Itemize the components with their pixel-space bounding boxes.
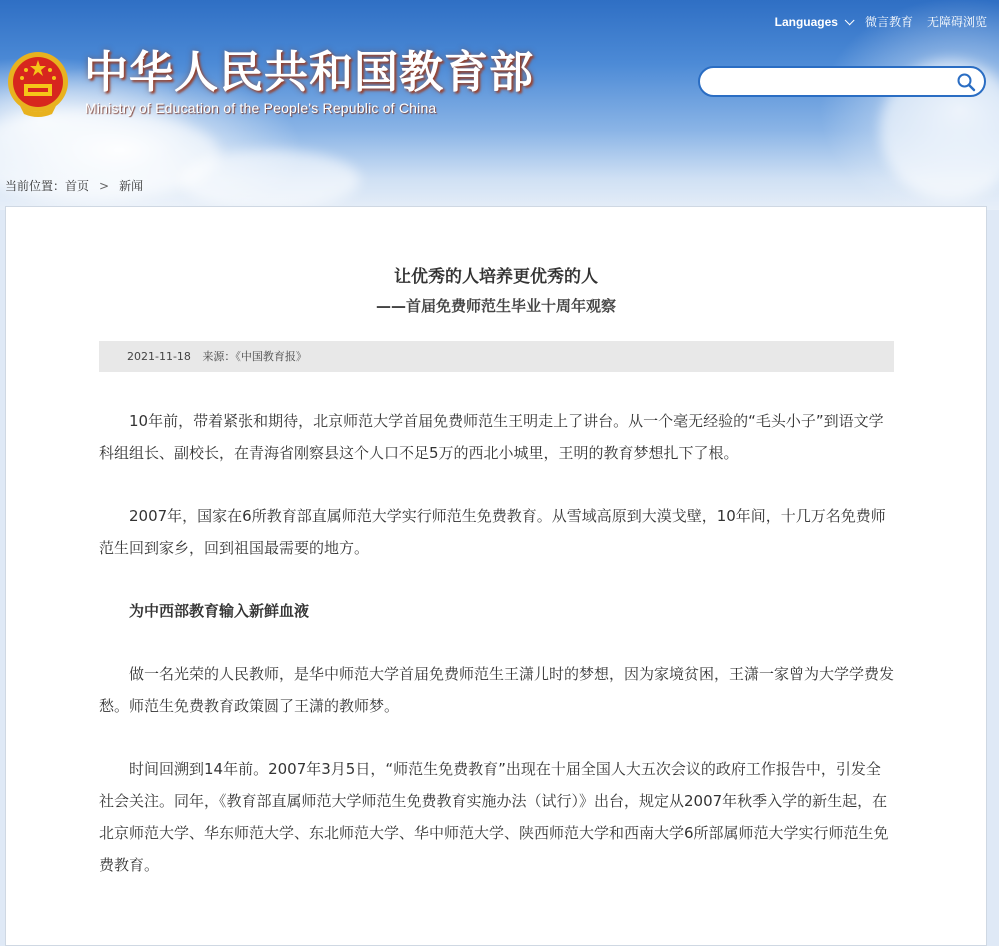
languages-label: Languages: [774, 14, 838, 29]
section-heading: 为中西部教育输入新鲜血液: [129, 602, 310, 620]
site-title[interactable]: 中华人民共和国教育部: [84, 47, 534, 98]
article-subtitle: ——首届免费师范生毕业十周年观察: [375, 297, 616, 315]
chevron-right-icon: >: [99, 179, 110, 193]
article-paragraph: 时间回溯到14年前。2007年3月5日，“师范生免费教育”出现在十届全国人大五次会议的政府工作报告中，引发全社会关注。同年，《教育部直属师范大学师范生免费教育实施办法（试行）》出台，规定从2007年秋季入学的新生起，在北京师范大学、华东师范大学、东北师范大学、华中师范大学、陕西师范大学和西南大学6所部属师范大学实行师范生免费教育。: [99, 760, 889, 874]
article-title: 让优秀的人培养更优秀的人: [394, 267, 598, 287]
cloud-decoration: [180, 150, 360, 210]
search-input[interactable]: [714, 72, 948, 94]
languages-menu[interactable]: [775, 15, 851, 29]
accessibility-link[interactable]: 无障碍浏览: [926, 15, 987, 29]
article-panel: [5, 206, 987, 946]
article-source: 来源：《中国教育报》: [202, 350, 307, 363]
article-paragraph: 10年前，带着紧张和期待，北京师范大学首届免费师范生王明走上了讲台。从一个毫无经验的“毛头小子”到语文学科组组长、副校长，在青海省刚察县这个人口不足5万的西北小城里，王明的教育梦想扎下了根。: [99, 412, 884, 462]
search-box: [698, 66, 986, 97]
top-links: [761, 13, 987, 30]
article-body: [99, 405, 894, 912]
national-emblem-icon[interactable]: [6, 48, 70, 120]
breadcrumb-label: 当前位置：: [5, 179, 66, 193]
article-paragraph: 2007年，国家在6所教育部直属师范大学实行师范生免费教育。从雪域高原到大漠戈壁，10年间，十几万名免费师范生回到家乡，回到祖国最需要的地方。: [99, 507, 886, 557]
weiyan-link[interactable]: 微言教育: [864, 15, 913, 29]
article-date: 2021-11-18: [127, 350, 191, 363]
breadcrumb-home[interactable]: 首页: [65, 179, 90, 193]
site-header: [0, 0, 999, 210]
search-icon[interactable]: [956, 72, 976, 92]
chevron-down-icon: [845, 15, 855, 25]
breadcrumb: [5, 177, 143, 194]
site-title-english: Ministry of Education of the People's Republic of China: [85, 100, 437, 116]
article-paragraph: 做一名光荣的人民教师，是华中师范大学首届免费师范生王潇儿时的梦想，因为家境贫困，王潇一家曾为大学学费发愁。师范生免费教育政策圆了王潇的教师梦。: [99, 665, 895, 715]
article-meta: [99, 341, 894, 372]
breadcrumb-current[interactable]: 新闻: [119, 179, 144, 193]
